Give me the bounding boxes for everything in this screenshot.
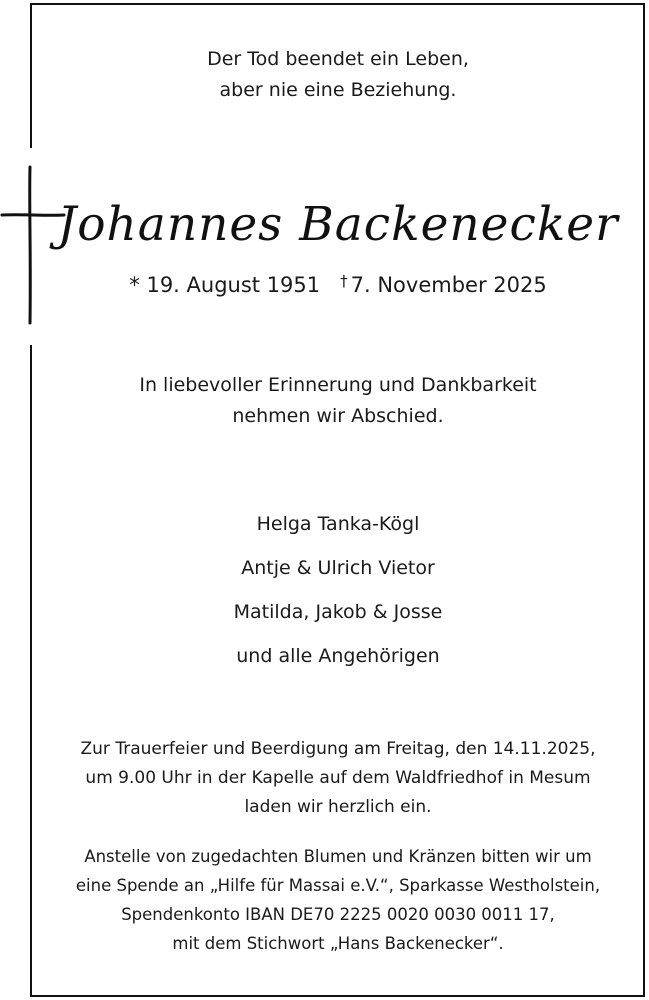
mourner: Helga Tanka-Kögl: [256, 513, 420, 535]
mourners-list: [34, 502, 642, 678]
frame-top-border: [30, 3, 645, 5]
invitation-line-3: laden wir herzlich ein.: [244, 797, 432, 817]
funeral-invitation: [34, 735, 642, 822]
farewell-text: [34, 370, 642, 432]
donation-line-4: mit dem Stichwort „Hans Backenecker“.: [172, 934, 504, 953]
mourner: und alle Angehörigen: [236, 645, 440, 667]
mourner: Matilda, Jakob & Josse: [233, 601, 443, 623]
donation-request: [34, 842, 642, 958]
death-dagger-icon: †: [340, 272, 348, 290]
invitation-line-1: Zur Trauerfeier und Beerdigung am Freitag, den 14.11.2025,: [80, 739, 596, 759]
donation-line-2: eine Spende an „Hilfe für Massai e.V.“, Sparkasse Westholstein,: [75, 876, 601, 895]
donation-line-3: Spendenkonto IBAN DE70 2225 0020 0030 0011 17,: [121, 905, 555, 924]
invitation-line-2: um 9.00 Uhr in der Kapelle auf dem Waldfriedhof in Mesum: [85, 768, 591, 788]
life-dates: [34, 266, 642, 300]
motto-line-1: Der Tod beendet ein Leben,: [207, 48, 469, 70]
birth-date: * 19. August 1951: [129, 273, 321, 297]
frame-bottom-border: [30, 995, 645, 997]
frame-left-border-upper: [30, 3, 32, 148]
farewell-line-1: In liebevoller Erinnerung und Dankbarkeit: [139, 374, 537, 396]
farewell-line-2: nehmen wir Abschied.: [232, 405, 444, 427]
frame-left-border-lower: [30, 345, 32, 997]
frame-right-border: [643, 3, 645, 997]
deceased-name: Johannes Backenecker: [57, 197, 619, 252]
death-date: 7. November 2025: [350, 273, 547, 297]
donation-line-1: Anstelle von zugedachten Blumen und Kränzen bitten wir um: [84, 847, 592, 866]
motto-line-2: aber nie eine Beziehung.: [219, 79, 457, 101]
motto: [34, 44, 642, 106]
mourner: Antje & Ulrich Vietor: [241, 557, 435, 579]
